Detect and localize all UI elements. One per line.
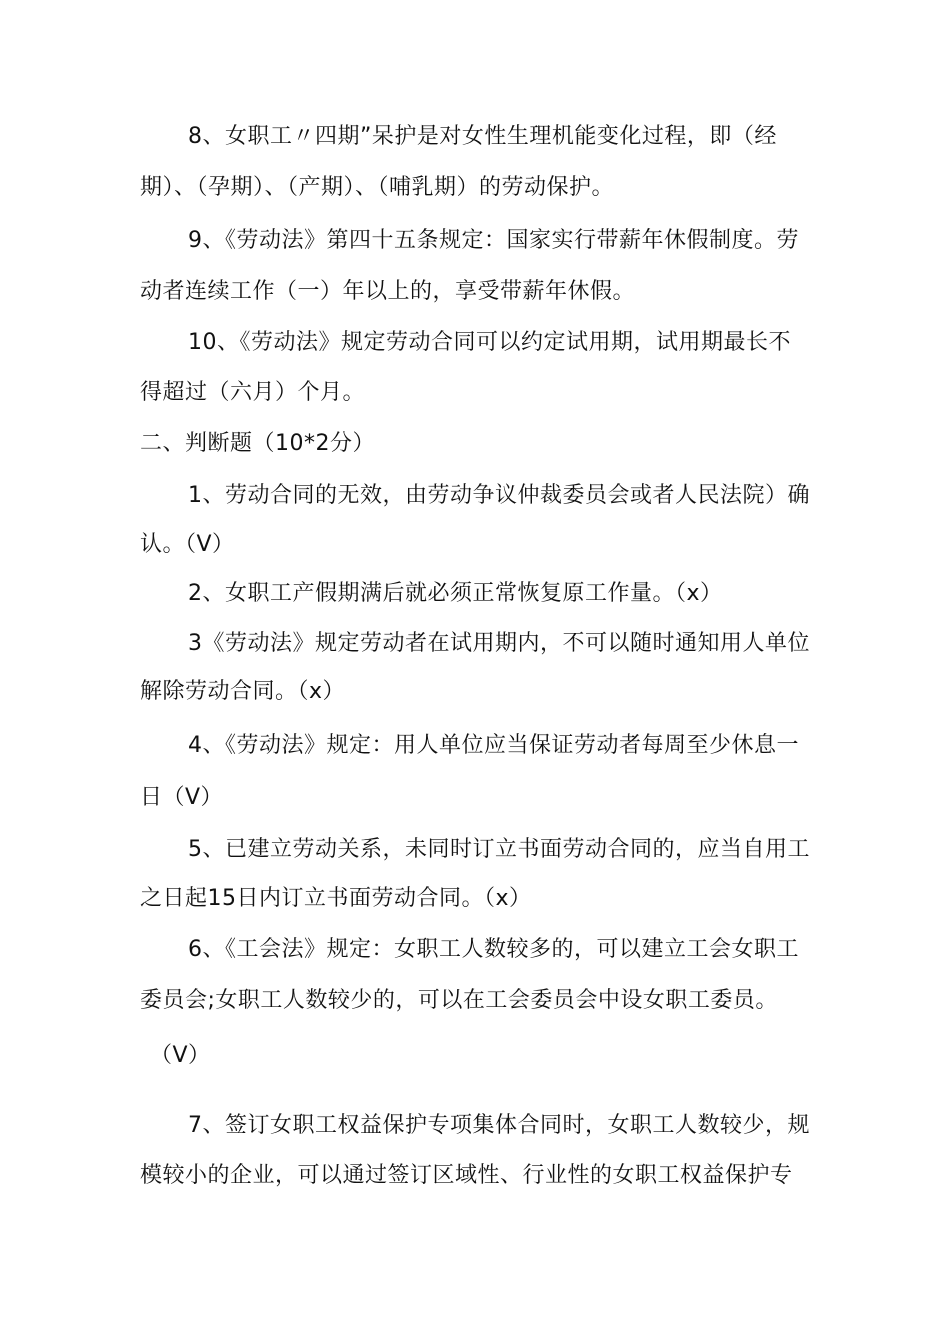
q10-line-2: 得超过（六月）个月。 — [140, 380, 366, 405]
q9-line-1: 9、《劳动法》第四十五条规定：国家实行带薪年休假制度。劳 — [188, 228, 799, 253]
tf6-line-3: （V） — [150, 1043, 211, 1068]
tf4-line-1: 4、《劳动法》规定：用人单位应当保证劳动者每周至少休息一 — [188, 733, 799, 758]
q10-line-1: 10、《劳动法》规定劳动合同可以约定试用期，试用期最长不 — [188, 330, 791, 355]
tf6-line-1: 6、《工会法》规定：女职工人数较多的，可以建立工会女职工 — [188, 937, 799, 962]
tf3-line-1: 3《劳动法》规定劳动者在试用期内，不可以随时通知用人单位 — [188, 631, 810, 656]
section-heading-true-false: 二、判断题（10*2分） — [140, 431, 375, 456]
tf3-line-2: 解除劳动合同。（x） — [140, 679, 346, 704]
q8-line-2: 期）、（孕期）、（产期）、（哺乳期）的劳动保护。 — [140, 175, 615, 200]
tf1-line-1: 1、劳动合同的无效，由劳动争议仲裁委员会或者人民法院）确 — [188, 483, 810, 508]
tf2-line-1: 2、女职工产假期满后就必须正常恢复原工作量。（x） — [188, 581, 723, 606]
q8-line-1: 8、女职工〃四期”呆护是对女性生理机能变化过程，即（经 — [188, 124, 777, 149]
tf4-line-2: 日（V） — [140, 785, 224, 810]
tf6-line-2: 委员会;女职工人数较少的，可以在工会委员会中设女职工委员。 — [140, 988, 778, 1013]
tf5-line-2: 之日起15日内订立书面劳动合同。（x） — [140, 886, 532, 911]
tf5-line-1: 5、已建立劳动关系，未同时订立书面劳动合同的，应当自用工 — [188, 837, 810, 862]
tf7-line-1: 7、签订女职工权益保护专项集体合同时，女职工人数较少，规 — [188, 1113, 810, 1138]
tf1-line-2: 认。（V） — [140, 532, 235, 557]
tf7-line-2: 模较小的企业，可以通过签订区域性、行业性的女职工权益保护专 — [140, 1163, 793, 1188]
q9-line-2: 动者连续工作（一）年以上的，享受带薪年休假。 — [140, 279, 636, 304]
